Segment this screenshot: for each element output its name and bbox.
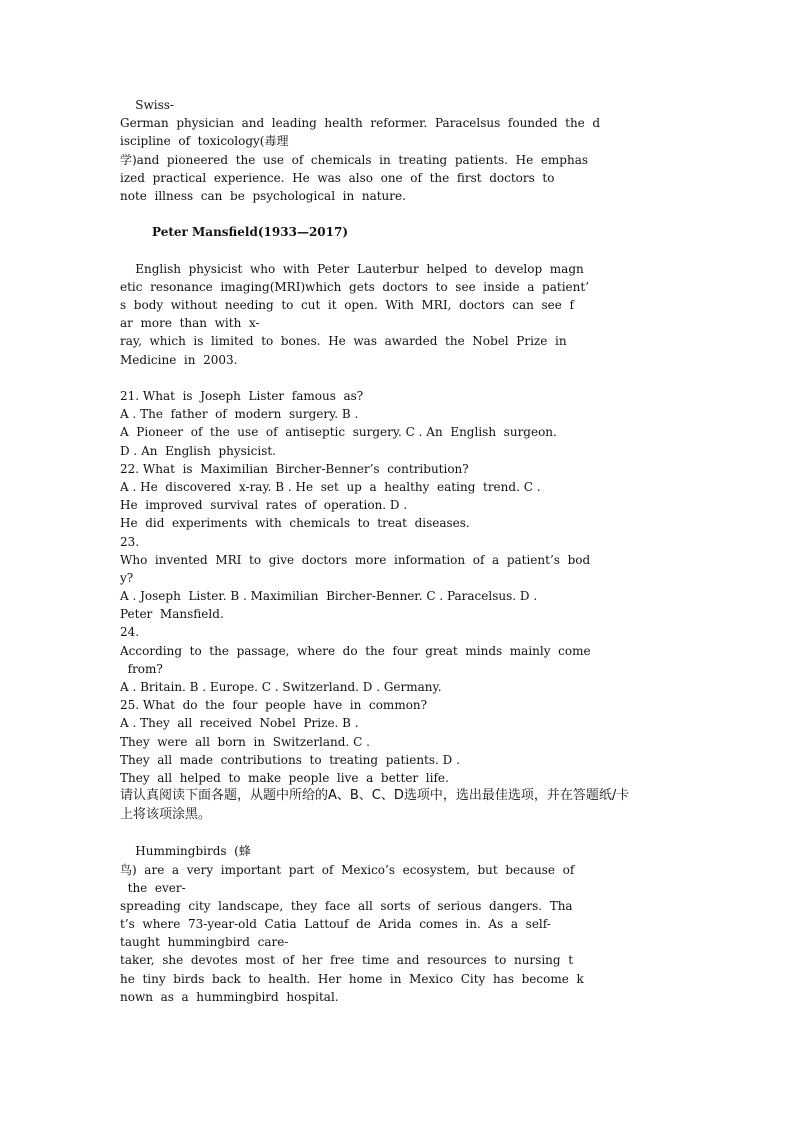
text-line: ized practical experience. He was also one of the first doctors to <box>120 170 555 185</box>
text-line: t’s where 73-year-old Catia Lattouf de Arida comes in. As a self- <box>120 917 551 932</box>
instruction-line: 上将该项涂黑。 <box>120 806 212 822</box>
text-line: Swiss- <box>120 98 174 112</box>
question-24-number: 24. <box>120 625 140 640</box>
question-23: Who invented MRI to give doctors more information of a patient’s bod <box>120 552 591 567</box>
text-line: he tiny birds back to health. Her home in Mexico City has become k <box>120 971 584 986</box>
mansfield-paragraph <box>120 260 676 369</box>
text-line: Hummingbirds (蜂 <box>120 844 251 859</box>
question-23-cont: y? <box>120 570 134 585</box>
text-line: 学)and pioneered the use of chemicals in treating patients. He emphas <box>120 152 589 167</box>
questions-block <box>120 387 676 787</box>
options-line: A . Joseph Lister. B . Maximilian Bircher-Benner. C . Paracelsus. D . <box>120 589 538 604</box>
text-line: German physician and leading health reformer. Paracelsus founded the d <box>120 116 601 131</box>
text-line: ar more than with x- <box>120 316 260 331</box>
options-line: Peter Mansfield. <box>120 607 224 622</box>
mansfield-heading: Peter Mansfield(1933—2017) <box>152 225 349 240</box>
options-line: They all helped to make people live a better life. <box>120 770 449 785</box>
text-line: Medicine in 2003. <box>120 352 238 367</box>
options-line: A . He discovered x-ray. B . He set up a healthy eating trend. C . <box>120 479 541 494</box>
text-line: taught hummingbird care- <box>120 935 289 950</box>
text-line: the ever- <box>120 880 186 895</box>
question-25: 25. What do the four people have in common? <box>120 698 428 713</box>
instruction-block <box>120 787 676 824</box>
hummingbird-paragraph <box>120 842 676 1006</box>
text-line: English physicist who with Peter Lauterbur helped to develop magn <box>120 261 584 276</box>
question-22: 22. What is Maximilian Bircher-Benner’s contribution? <box>120 461 469 476</box>
options-line: D . An English physicist. <box>120 443 276 458</box>
options-line: A . The father of modern surgery. B . <box>120 407 359 422</box>
question-24-cont: from? <box>120 661 163 676</box>
text-line: s body without needing to cut it open. With MRI, doctors can see f <box>120 298 574 313</box>
text-line: ray, which is limited to bones. He was awarded the Nobel Prize in <box>120 334 567 349</box>
options-line: They all made contributions to treating patients. D . <box>120 752 460 767</box>
text-line: taker, she devotes most of her free time and resources to nursing t <box>120 953 574 968</box>
question-21: 21. What is Joseph Lister famous as? <box>120 389 364 403</box>
document-page <box>120 96 676 1006</box>
options-line: They were all born in Switzerland. C . <box>120 734 370 749</box>
text-line: 鸟) are a very important part of Mexico’s ecosystem, but because of <box>120 862 575 877</box>
options-line: A . They all received Nobel Prize. B . <box>120 716 359 731</box>
question-24: According to the passage, where do the four great minds mainly come <box>120 643 591 658</box>
text-line: spreading city landscape, they face all sorts of serious dangers. Tha <box>120 898 573 913</box>
options-line: A . Britain. B . Europe. C . Switzerland. D . Germany. <box>120 680 442 694</box>
paracelsus-paragraph <box>120 96 676 205</box>
options-line: A Pioneer of the use of antiseptic surgery. C . An English surgeon. <box>120 425 557 440</box>
text-line: nown as a hummingbird hospital. <box>120 989 339 1004</box>
text-line: iscipline of toxicology(毒理 <box>120 134 289 149</box>
text-line: note illness can be psychological in nature. <box>120 188 406 203</box>
options-line: He did experiments with chemicals to treat diseases. <box>120 516 470 531</box>
text-line: etic resonance imaging(MRI)which gets doctors to see inside a patient’ <box>120 279 590 294</box>
instruction-line: 请认真阅读下面各题，从题中所给的A、B、C、D选项中，选出最佳选项，并在答题纸/卡 <box>120 788 630 804</box>
options-line: He improved survival rates of operation. D . <box>120 498 408 513</box>
question-23-number: 23. <box>120 534 140 549</box>
